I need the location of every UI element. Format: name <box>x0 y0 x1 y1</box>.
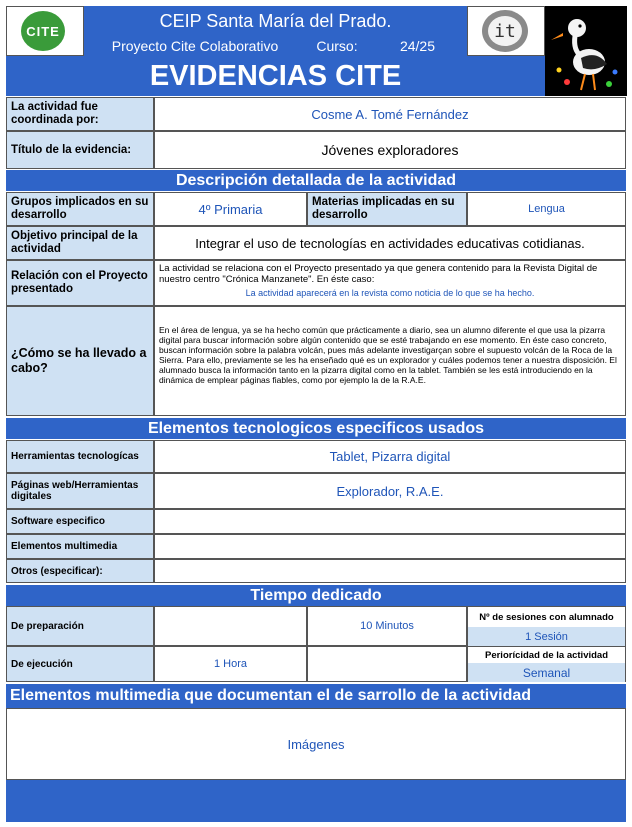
it-logo <box>482 10 528 52</box>
periodicity-box <box>467 646 626 682</box>
subjects-value: Lengua <box>467 192 626 226</box>
project-name: Proyecto Cite Colaborativo <box>84 36 306 56</box>
banner-title: EVIDENCIAS CITE <box>6 56 545 96</box>
cite-logo-text: CITE <box>26 23 60 39</box>
other-value <box>154 559 626 583</box>
software-label: Software especifico <box>6 509 154 534</box>
periodicity-value: Semanal <box>468 663 625 682</box>
evidence-title-label: Título de la evidencia: <box>6 131 154 169</box>
groups-value: 4º Primaria <box>154 192 307 226</box>
media-section-title: Elementos multimedia que documentan el de sarrollo de la actividad <box>6 684 626 708</box>
periodicity-label: Periorícidad de la actividad <box>468 647 625 663</box>
exec-value: 1 Hora <box>154 646 307 682</box>
it-logo-text: it <box>494 20 516 42</box>
course-value: 24/25 <box>368 36 467 56</box>
cite-logo <box>21 11 65 51</box>
school-name: CEIP Santa María del Prado. <box>84 6 467 36</box>
relation-label: Relación con el Proyecto presentado <box>6 260 154 306</box>
prep-empty <box>154 606 307 646</box>
footer-bar <box>6 780 626 822</box>
groups-label: Grupos implicados en su desarrollo <box>6 192 154 226</box>
exec-label: De ejecución <box>6 646 154 682</box>
software-value <box>154 509 626 534</box>
how-text: En el área de lengua, ya se ha hecho común que prácticamente a diario, sea un alumno diferente el que usa la pizarra digital para buscar información sobre algún contenido que se esté trabajando en ese momento. En éste caso concreto, buscan información sobre la palabra volcán, pues más adelante investigarçan sobre el supuesto volcán de la Roca de la Sierra. Para ello, previamente se les ha enseñado qué es un explorador y cuáles podemos tener a nuestra disposición. El alumnado busca la información tanto en la pizarra digital como en la tablet. También se les está introduciendo en la dinámica de emplear páginas fiables, como por ejemplo la de la R.A.E. <box>159 325 617 385</box>
sessions-box <box>467 606 626 646</box>
relation-text: La actividad se relaciona con el Proyecto presentado ya que genera contenido para la Revista Digital de nuestro centro "Crónica Manzanete". En éste caso: <box>159 263 598 285</box>
header-left-logo-box <box>6 6 84 56</box>
sessions-label: Nº de sesiones con alumnado <box>468 607 625 627</box>
sessions-value: 1 Sesión <box>468 627 625 646</box>
stork-mascot-image <box>545 6 627 96</box>
how-value <box>154 306 626 416</box>
exec-empty <box>307 646 467 682</box>
prep-label: De preparación <box>6 606 154 646</box>
relation-note: La actividad aparecerá en la revista como noticia de lo que se ha hecho. <box>245 288 535 298</box>
subjects-label: Materias implicadas en su desarrollo <box>307 192 467 226</box>
coordinator-label: La actividad fue coordinada por: <box>6 97 154 131</box>
tech-section-title: Elementos tecnologicos especificos usados <box>6 418 626 439</box>
coordinator-value: Cosme A. Tomé Fernández <box>154 97 626 131</box>
description-section-title: Descripción detallada de la actividad <box>6 170 626 191</box>
tools-label: Herramientas tecnologícas <box>6 440 154 473</box>
tools-value: Tablet, Pizarra digital <box>154 440 626 473</box>
multimedia-value <box>154 534 626 559</box>
objective-value: Integrar el uso de tecnologías en actividades educativas cotidianas. <box>154 226 626 260</box>
web-tools-label: Páginas web/Herramientas digitales <box>6 473 154 509</box>
course-label: Curso: <box>306 36 368 56</box>
media-value: Imágenes <box>6 708 626 780</box>
other-label: Otros (especificar): <box>6 559 154 583</box>
header-right-logo-box <box>467 6 545 56</box>
web-tools-value: Explorador, R.A.E. <box>154 473 626 509</box>
how-label: ¿Cómo se ha llevado a cabo? <box>6 306 154 416</box>
objective-label: Objetivo principal de la actividad <box>6 226 154 260</box>
evidence-title-value: Jóvenes exploradores <box>154 131 626 169</box>
relation-value <box>154 260 626 306</box>
prep-value: 10 Minutos <box>307 606 467 646</box>
multimedia-label: Elementos multimedia <box>6 534 154 559</box>
time-section-title: Tiempo dedicado <box>6 585 626 606</box>
